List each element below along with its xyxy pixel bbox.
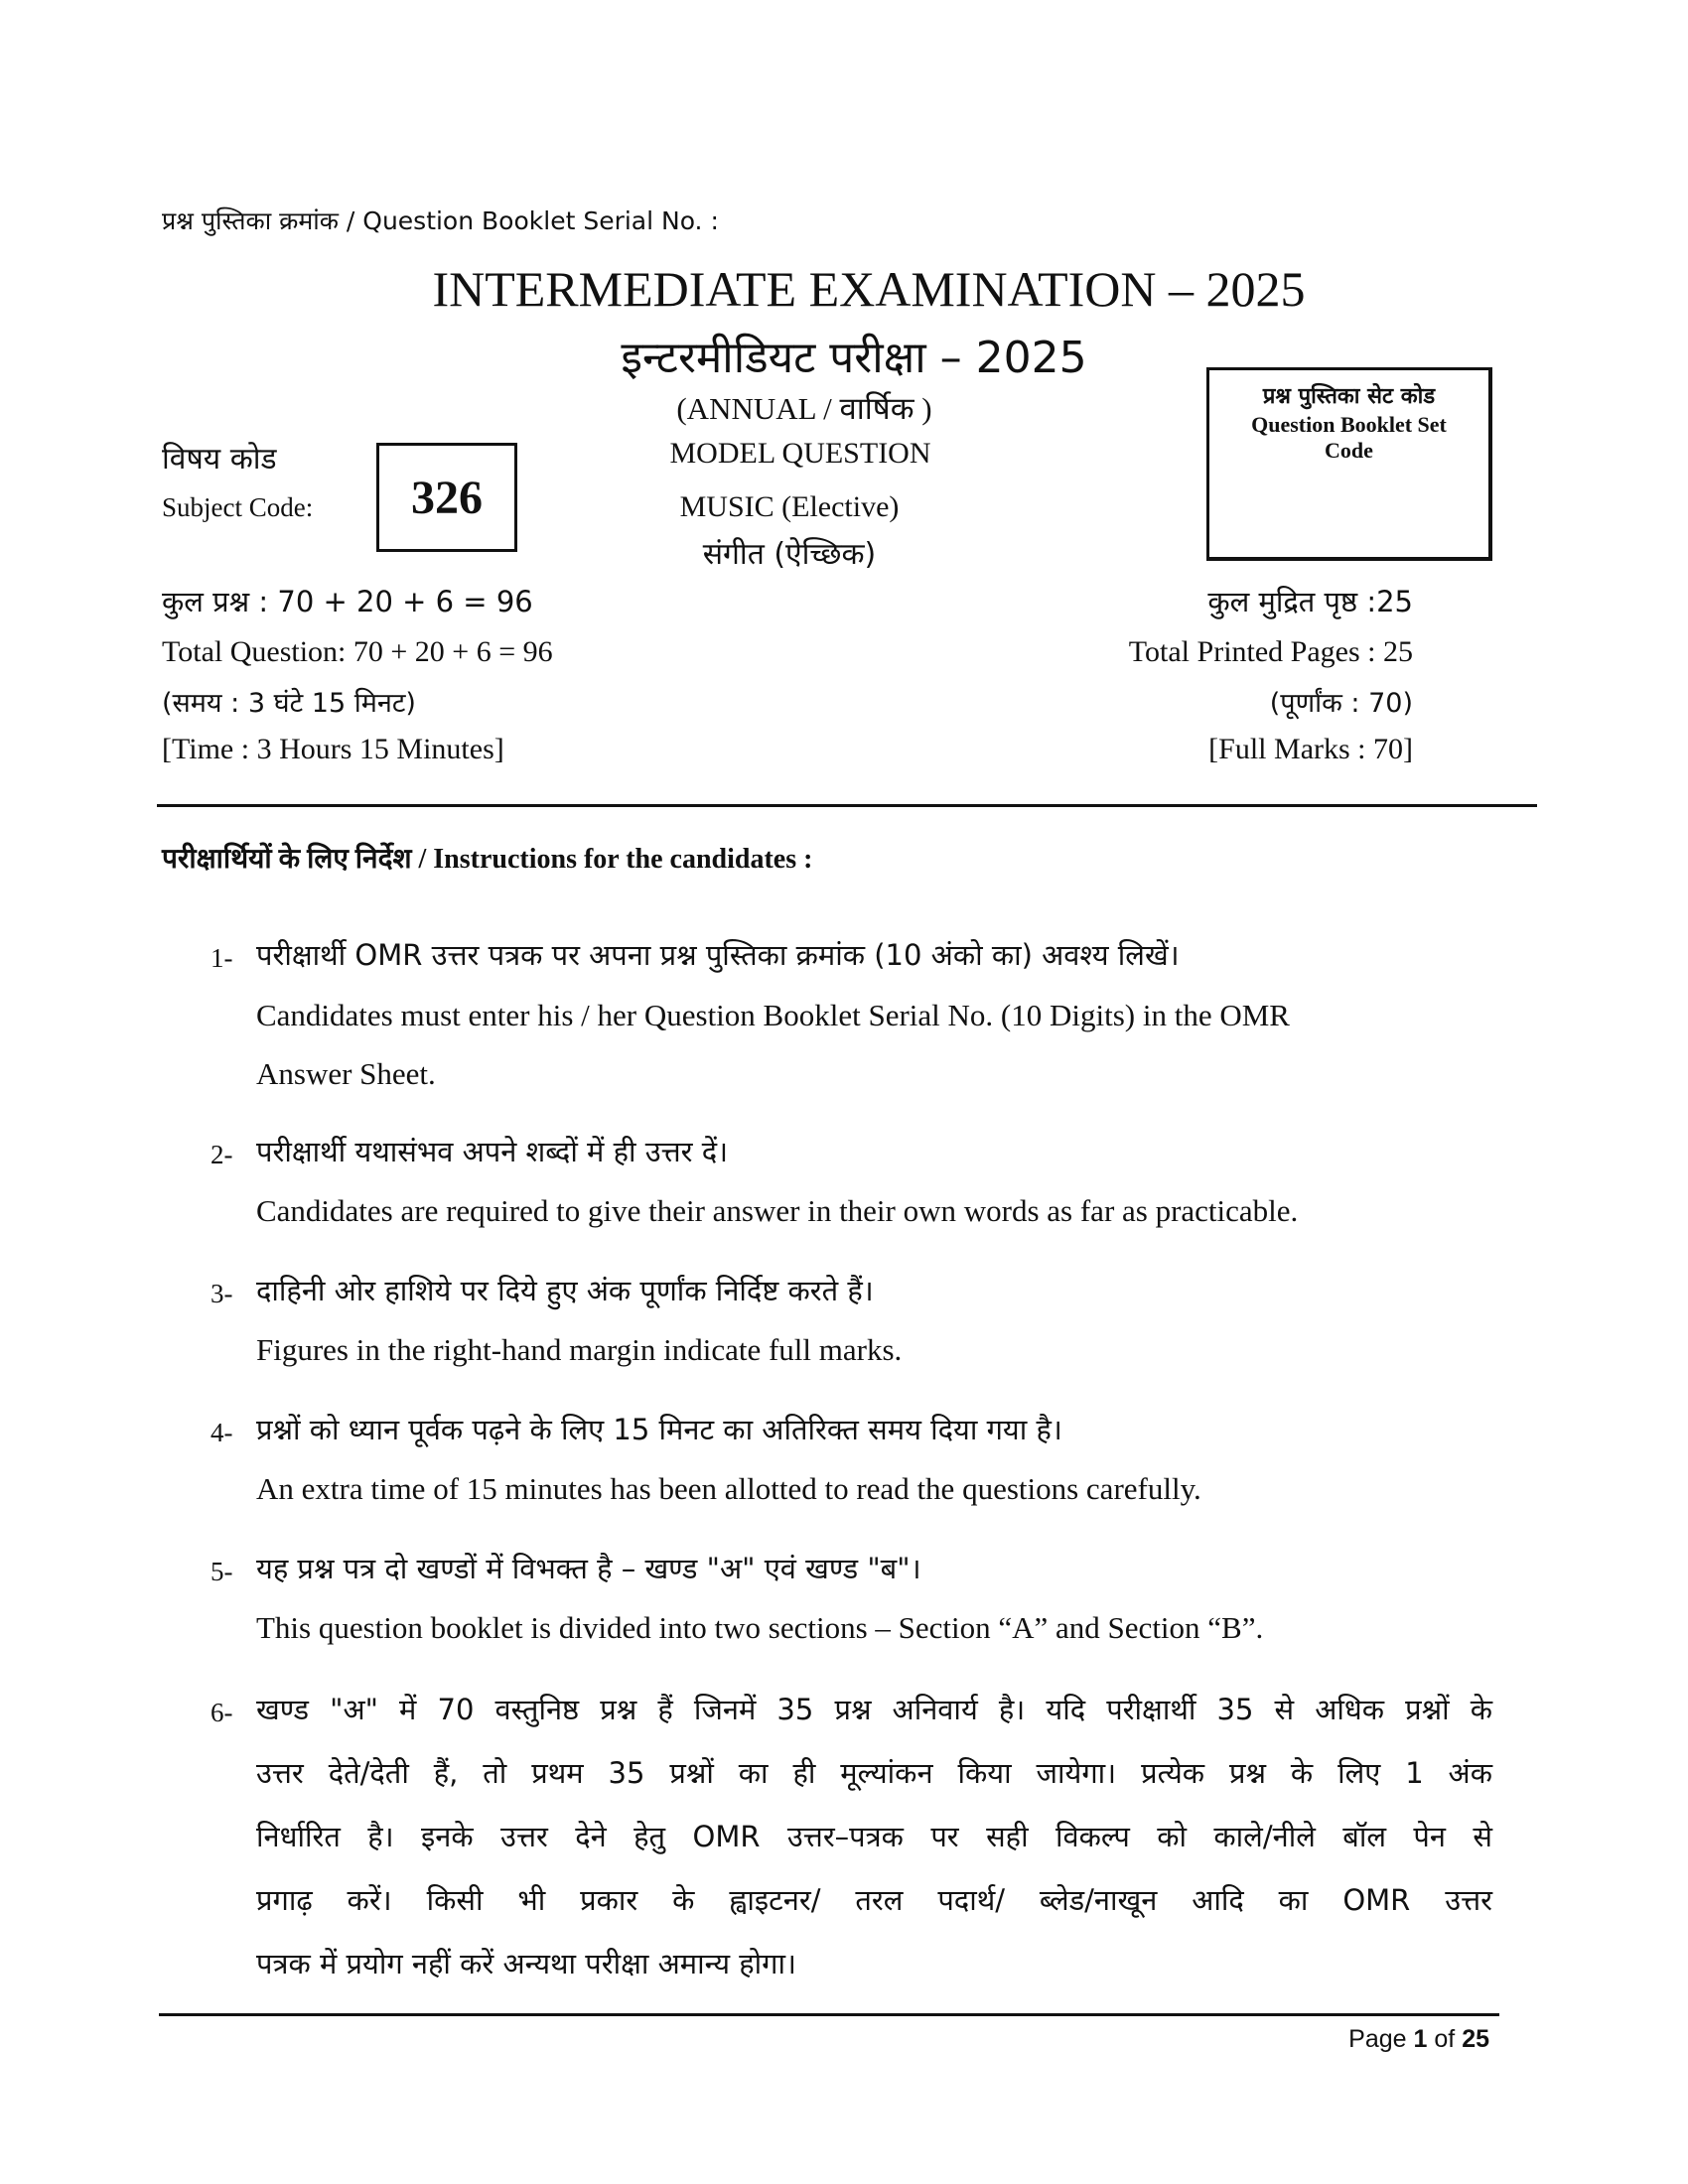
full-marks-en: [Full Marks : 70]: [1208, 733, 1413, 765]
instruction-6-hi-line3: निर्धारित है। इनके उत्तर देने हेतु OMR उत्तर–पत्रक पर सही विकल्प को काले/नीले बॉल पेन से: [256, 1820, 1492, 1853]
instruction-2-en: Candidates are required to give their answer in their own words as far as practicable.: [256, 1193, 1299, 1228]
set-code-label-hi: प्रश्न पुस्तिका सेट कोड: [1262, 384, 1436, 409]
paper-type: MODEL QUESTION: [669, 437, 931, 470]
set-code-label-en-2: Code: [1325, 438, 1373, 463]
exam-title-en: INTERMEDIATE EXAMINATION – 2025: [432, 261, 1306, 317]
page-number: [1348, 2025, 1489, 2054]
instruction-3-en: Figures in the right-hand margin indicate full marks.: [256, 1332, 903, 1367]
instruction-6-hi-line4: प्रगाढ़ करें। किसी भी प्रकार के ह्वाइटनर/ तरल पदार्थ/ ब्लेड/नाखून आदि का OMR उत्तर: [256, 1883, 1492, 1917]
instruction-1-number: 1-: [211, 943, 233, 973]
set-code-label-en-1: Question Booklet Set: [1251, 412, 1447, 437]
instructions-heading: परीक्षार्थियों के लिए निर्देश / Instructions for the candidates :: [162, 844, 813, 875]
instruction-5-number: 5-: [211, 1557, 233, 1586]
instruction-6-hi-line2: उत्तर देते/देती हैं, तो प्रथम 35 प्रश्नों का ही मूल्यांकन किया जायेगा। प्रत्येक प्रश्न के लिए 1 अंक: [256, 1756, 1492, 1790]
instruction-3-hi: दाहिनी ओर हाशिये पर दिये हुए अंक पूर्णांक निर्दिष्ट करते हैं।: [256, 1274, 874, 1307]
total-pages-hi: कुल मुद्रित पृष्ठ :25: [1207, 585, 1413, 618]
instruction-1-hi: परीक्षार्थी OMR उत्तर पत्रक पर अपना प्रश्न पुस्तिका क्रमांक (10 अंको का) अवश्य लिखें।: [256, 938, 1180, 972]
subject-code-label-hi: विषय कोड: [162, 442, 277, 477]
instruction-6-hi-line5: पत्रक में प्रयोग नहीं करें अन्यथा परीक्षा अमान्य होगा।: [256, 1947, 796, 1980]
total-questions-hi: कुल प्रश्न : 70 + 20 + 6 = 96: [162, 585, 533, 618]
instruction-1-en-line1: Candidates must enter his / her Question Booklet Serial No. (10 Digits) in the OMR: [256, 998, 1290, 1032]
instruction-3-number: 3-: [211, 1279, 233, 1308]
subject-name-en: MUSIC (Elective): [679, 490, 900, 523]
instruction-6-number: 6-: [211, 1698, 233, 1727]
page-word: Page: [1348, 2025, 1407, 2053]
instruction-4-hi: प्रश्नों को ध्यान पूर्वक पढ़ने के लिए 15 मिनट का अतिरिक्त समय दिया गया है।: [256, 1413, 1062, 1446]
subject-code-label-en: Subject Code:: [162, 492, 314, 522]
booklet-serial-label: प्रश्न पुस्तिका क्रमांक / Question Booklet Serial No. :: [162, 206, 719, 235]
instruction-1-en-line2: Answer Sheet.: [256, 1056, 436, 1091]
header-divider: [157, 804, 1537, 807]
total-pages-en: Total Printed Pages : 25: [1128, 635, 1413, 668]
footer-divider: [159, 2013, 1499, 2016]
exam-title-hi: इन्टरमीडियट परीक्षा – 2025: [621, 333, 1087, 383]
instruction-5-en: This question booklet is divided into two sections – Section “A” and Section “B”.: [256, 1610, 1264, 1645]
instruction-2-number: 2-: [211, 1140, 233, 1169]
exam-type: (ANNUAL / वार्षिक ): [676, 391, 932, 426]
subject-code-box: [376, 443, 517, 552]
total-questions-en: Total Question: 70 + 20 + 6 = 96: [162, 635, 553, 668]
time-en: [Time : 3 Hours 15 Minutes]: [162, 733, 504, 765]
page-current: 1: [1413, 2025, 1428, 2053]
of-word: of: [1434, 2025, 1456, 2053]
set-code-box[interactable]: [1206, 367, 1492, 561]
full-marks-hi: (पूर्णांक : 70): [1269, 688, 1413, 719]
instruction-4-en: An extra time of 15 minutes has been allotted to read the questions carefully.: [256, 1471, 1201, 1506]
subject-code-value: 326: [411, 471, 483, 524]
instruction-5-hi: यह प्रश्न पत्र दो खण्डों में विभक्त है – खण्ड "अ" एवं खण्ड "ब"।: [256, 1552, 921, 1585]
time-hi: (समय : 3 घंटे 15 मिनट): [162, 688, 416, 719]
subject-name-hi: संगीत (ऐच्छिक): [702, 537, 877, 572]
instruction-6-hi-line1: खण्ड "अ" में 70 वस्तुनिष्ठ प्रश्न हैं जिनमें 35 प्रश्न अनिवार्य है। यदि परीक्षार्थी 35 से अधिक प्रश्नों के: [256, 1693, 1492, 1726]
instruction-2-hi: परीक्षार्थी यथासंभव अपने शब्दों में ही उत्तर दें।: [256, 1135, 729, 1168]
page-total: 25: [1462, 2025, 1489, 2053]
instruction-4-number: 4-: [211, 1418, 233, 1447]
